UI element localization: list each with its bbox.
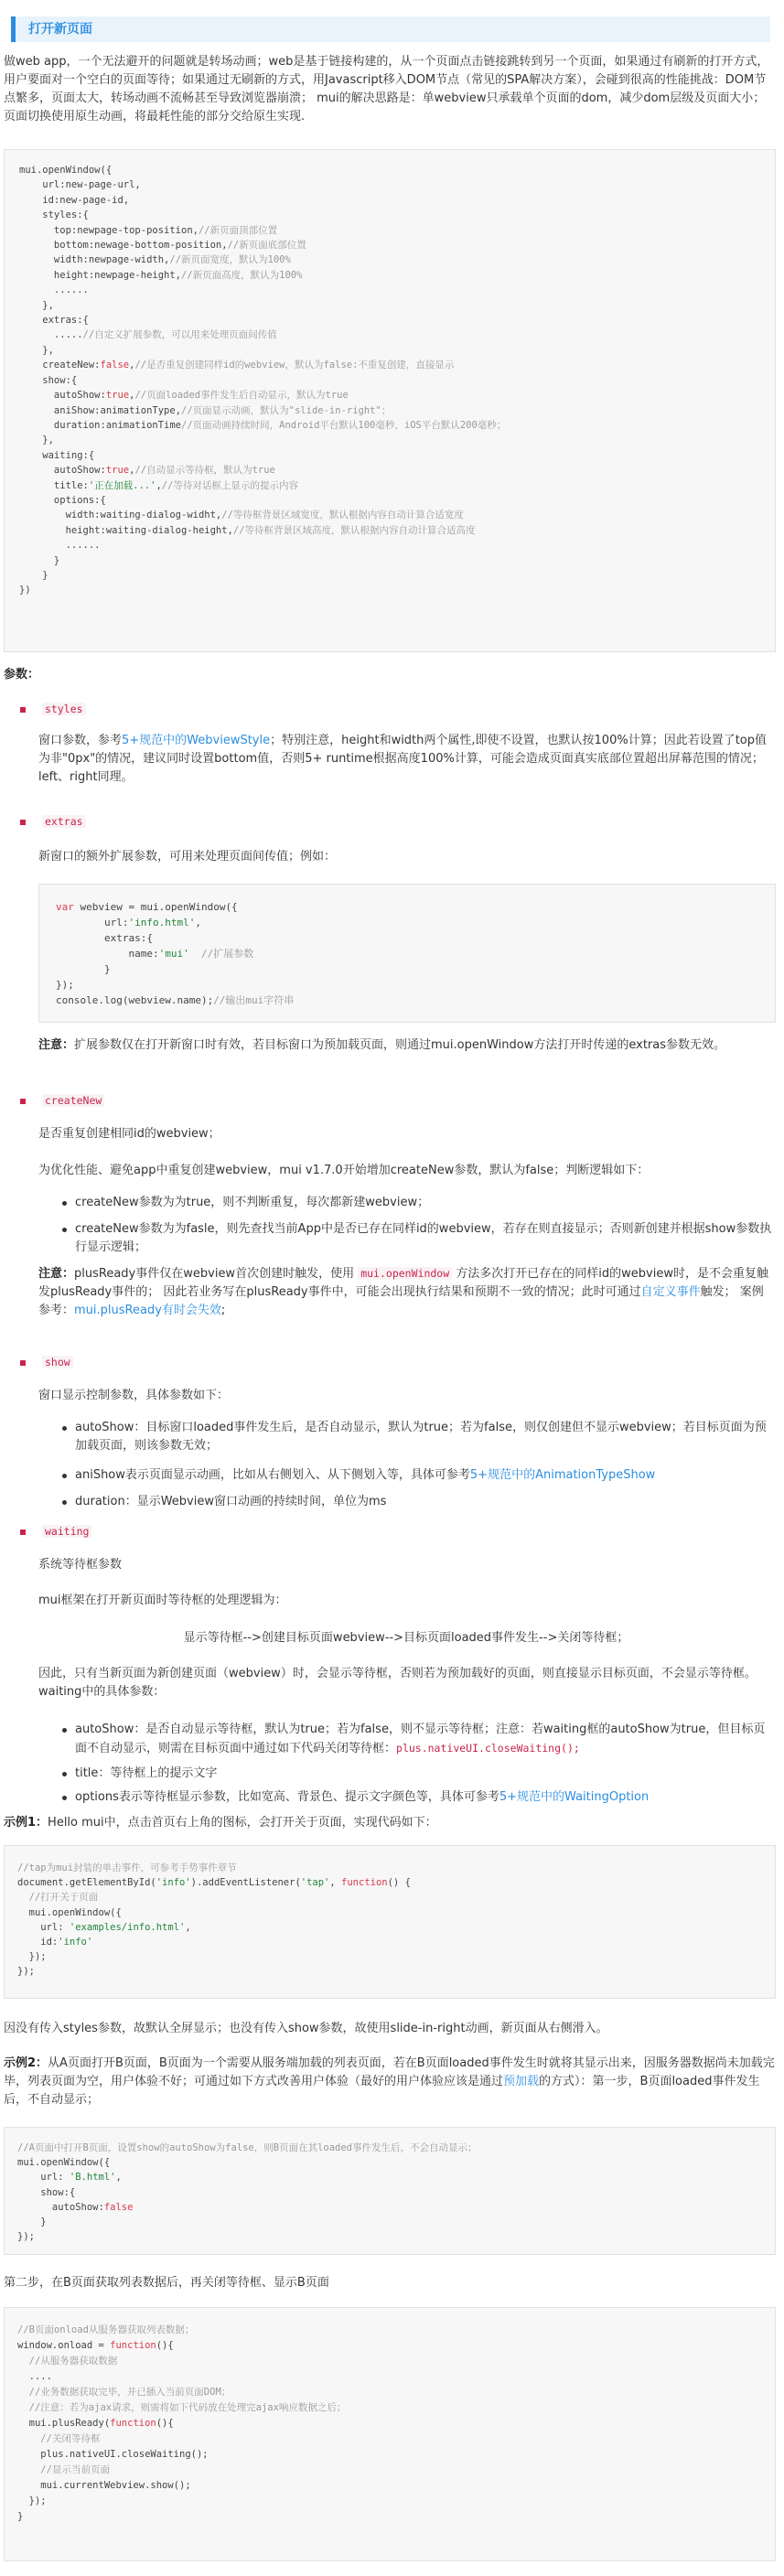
code-line: } <box>17 2511 24 2522</box>
createnew-item: createNew参数为为true，则不判断重复，每次都新建webview； <box>75 1196 430 1209</box>
example1-text <box>4 1814 776 1832</box>
param-name-show: show <box>42 1356 73 1368</box>
note-text: 触发； 案例参考： <box>38 1285 764 1317</box>
code-line: createNew:false,//是否重复创建同样id的webview，默认为false:不重复创建，直接显示 <box>19 360 455 371</box>
bullet-square <box>20 1099 26 1104</box>
waiting-description-3: 因此，只有当新页面为新创建页面（webview）时，会显示等待框，否则若为预加载好的页面，则直接显示目标页面，不会显示等待框。waiting中的具体参数： <box>38 1667 757 1699</box>
code-line: autoShow:false <box>17 2201 134 2213</box>
extras-note <box>38 1036 774 1055</box>
code-lines <box>19 163 760 598</box>
bullet-dot <box>62 1426 67 1431</box>
code-line: mui.openWindow({ <box>17 1906 122 1918</box>
code-line: } <box>56 963 111 975</box>
code-line: } <box>19 569 48 581</box>
note-text: plusReady事件仅在webview首次创建时触发，使用 <box>74 1267 359 1281</box>
code-line: //A页面中打开B页面，设置show的autoShow为false，则B页面在其loaded事件发生后，不会自动显示； <box>17 2142 478 2153</box>
code-line: } <box>19 554 60 566</box>
code-line: show:{ <box>19 374 78 386</box>
code-line: ...... <box>19 540 101 552</box>
show-item-text: aniShow表示页面显示动画，比如从右侧划入、从下侧划入等，具体可参考 <box>75 1468 470 1482</box>
waiting-flow: 显示等待框-->创建目标页面webview-->目标页面loaded事件发生-->关闭等待框； <box>183 1631 629 1645</box>
waiting-item-title: title：等待框上的提示文字 <box>75 1766 218 1780</box>
section-title-bar <box>11 16 770 42</box>
code-block-example1 <box>4 1845 776 1999</box>
code-line: //tap为mui封装的单击事件，可参考手势事件章节 <box>17 1862 237 1873</box>
code-line: }); <box>17 2231 35 2243</box>
code-line: autoShow:true,//自动显示等待框，默认为true <box>19 465 275 477</box>
code-line: mui.currentWebview.show(); <box>17 2480 191 2491</box>
inline-code: mui.openWindow <box>358 1267 452 1280</box>
plusready-case-link[interactable]: mui.plusReady有时会失效 <box>74 1304 221 1317</box>
example2-step2: 第二步，在B页面获取列表数据后，再关闭等待框、显示B页面 <box>4 2276 329 2290</box>
code-line: plus.nativeUI.closeWaiting(); <box>17 2449 209 2460</box>
code-line: ...... <box>19 284 89 296</box>
param-name-extras: extras <box>42 815 86 828</box>
code-line: extras:{ <box>56 932 153 944</box>
code-line: }, <box>19 344 54 356</box>
code-line: id:new-page-id, <box>19 194 130 206</box>
createnew-note <box>38 1264 774 1320</box>
intro-paragraph: 做web app，一个无法避开的问题就是转场动画；web是基于链接构建的，从一个页面点击链接跳转到另一个页面，如果通过有刷新的打开方式，用户要面对一个空白的页面等待；如果通过无刷新的方式，用Javascript移入DOM节点（常见的SPA解决方案），会碰到很高的性能挑战：DOM节点繁多，页面太大，转场动画不流畅甚至导致浏览器崩溃； mui的解决思路是：单webview只承载单个页面的dom，减少dom层级及页面大小；页面切换使用原生动画，将最耗性能的部分交给原生实现. <box>4 55 769 123</box>
code-line: //显示当前页面 <box>40 2464 110 2475</box>
example-text: 的方式）：第一步，B页面loaded事件发生后，不自动显示； <box>4 2075 760 2107</box>
code-block-openwindow <box>4 149 776 652</box>
code-line: height:newpage-height,//新页面高度，默认为100% <box>19 269 303 281</box>
bullet-dot <box>62 1474 67 1478</box>
code-lines <box>56 899 758 1008</box>
code-line: }); <box>17 1951 47 1963</box>
example-label: 示例1： <box>4 1816 48 1830</box>
code-line: title:'正在加载...',//等待对话框上显示的提示内容 <box>19 479 298 491</box>
code-line: extras:{ <box>19 315 89 327</box>
note-label: 注意： <box>38 1267 75 1281</box>
code-line: options:{ <box>19 494 106 506</box>
code-lines <box>17 2141 762 2244</box>
code-line: //B页面onload从服务器获取列表数据； <box>17 2324 195 2335</box>
code-line: waiting:{ <box>19 449 95 461</box>
custom-event-link[interactable]: 自定义事件 <box>640 1285 701 1299</box>
code-line: //注意：若为ajax请求，则需将如下代码放在处理完ajax响应数据之后； <box>28 2402 347 2413</box>
code-line: }, <box>19 435 54 446</box>
webviewstyle-link[interactable]: 5+规范中的WebviewStyle <box>122 734 271 747</box>
createnew-description-2: 为优化性能、避免app中重复创建webview，mui v1.7.0开始增加createNew参数，默认为false；判断逻辑如下： <box>38 1164 650 1177</box>
code-line: show:{ <box>17 2186 76 2198</box>
code-line: name:'mui' //扩展参数 <box>56 948 254 960</box>
waiting-item-autoshow <box>75 1721 774 1758</box>
show-item-duration: duration：显示Webview窗口动画的持续时间，单位为ms <box>75 1495 387 1508</box>
code-line: url:'info.html', <box>56 917 201 928</box>
example-text: 从A页面打开B页面，B页面为一个需要从服务端加载的列表页面，若在B页面loaded事件发生时就将其显示出来，因服务器数据尚未加载完毕，列表页面为空，用户体验不好；可通过如下方式改善用户体验（最好的用户体验应该是通过 <box>4 2056 775 2088</box>
code-line: aniShow:animationType,//页面显示动画，默认为"slide-in-right"； <box>19 404 392 416</box>
note-label: 注意： <box>38 1038 75 1052</box>
waiting-item-options <box>75 1788 774 1807</box>
bullet-dot <box>62 1728 67 1733</box>
code-line: //从服务器获取数据 <box>28 2356 118 2367</box>
code-line: top:newpage-top-position,//新页面顶部位置 <box>19 224 278 236</box>
code-line: }, <box>19 299 54 311</box>
bullet-dot <box>62 1500 67 1505</box>
params-label: 参数： <box>4 668 40 682</box>
code-block-extras <box>38 884 776 1023</box>
extras-description: 新窗口的额外扩展参数，可用来处理页面间传值；例如： <box>38 850 337 864</box>
note-text: 方法多次打开已存在的同样id的webview时，是不会重复触发plusReady事件的； 因此若业务写在plusReady事件中，可能会出现执行结果和预期不一致的情况；此时可通过 <box>38 1267 768 1299</box>
example1-after: 因没有传入styles参数，故默认全屏显示；也没有传入show参数，故使用slide-in-right动画，新页面从右侧滑入。 <box>4 2022 608 2035</box>
code-line: width:newpage-width,//新页面宽度，默认为100% <box>19 254 291 266</box>
code-block-example2-step1 <box>4 2127 776 2255</box>
createnew-description: 是否重复创建相同id的webview； <box>38 1127 220 1141</box>
code-line: }); <box>17 1966 35 1978</box>
bullet-square <box>20 820 26 825</box>
waiting-description: 系统等待框参数 <box>38 1558 123 1572</box>
code-lines <box>17 1861 762 1980</box>
note-text: ; <box>220 1304 226 1317</box>
show-item-autoshow: autoShow：目标窗口loaded事件发生后，是否自动显示，默认为true；若为false，则仅创建但不显示webview；若目标页面为预加载页面，则该参数无效； <box>75 1421 767 1453</box>
param-name-createnew: createNew <box>42 1094 104 1107</box>
waitingoption-link[interactable]: 5+规范中的WaitingOption <box>499 1790 650 1804</box>
param-name-waiting: waiting <box>42 1525 91 1538</box>
code-line: .... <box>17 2371 52 2382</box>
code-line: url: 'examples/info.html', <box>17 1921 191 1933</box>
bullet-dot <box>62 1796 67 1800</box>
code-line: .....//自定义扩展参数，可以用来处理页面间传值 <box>19 329 277 341</box>
code-line: }) <box>19 585 31 596</box>
code-line: mui.plusReady(function(){ <box>17 2418 174 2429</box>
waiting-item-text: options表示等待框显示参数，比如宽高、背景色、提示文字颜色等，具体可参考 <box>75 1790 499 1804</box>
example-text: Hello mui中，点击首页右上角的图标，会打开关于页面，实现代码如下： <box>48 1816 437 1830</box>
waiting-description-2: mui框架在打开新页面时等待框的处理逻辑为： <box>38 1594 287 1607</box>
code-line: document.getElementById('info').addEventListener('tap', function() { <box>17 1877 411 1889</box>
code-block-example2-step2 <box>4 2307 776 2561</box>
code-line: }); <box>56 979 74 991</box>
code-line: bottom:newage-bottom-position,//新页面底部位置 <box>19 240 306 252</box>
code-line: mui.openWindow({ <box>19 165 113 176</box>
code-line: height:waiting-dialog-height,//等待框背景区域高度，默认根据内容自动计算合适高度 <box>19 524 476 536</box>
bullet-dot <box>62 1201 67 1206</box>
code-line: duration:animationTime//页面动画持续时间，Android平台默认100毫秒，iOS平台默认200毫秒； <box>19 419 507 431</box>
bullet-square <box>20 1530 26 1535</box>
bullet-dot <box>62 1772 67 1776</box>
extras-note-text: 扩展参数仅在打开新窗口时有效，若目标窗口为预加载页面，则通过mui.openWindow方法打开时传递的extras参数无效。 <box>74 1038 726 1052</box>
section-title: 打开新页面 <box>28 22 92 37</box>
styles-desc-text-2: ；特别注意，height和width两个属性,即使不设置，也默认按100%计算；因此若设置了top值为非"0px"的情况，建议同时设置bottom值，否则5+ runtime根据高度100%计算，可能会造成页面真实底部位置超出屏幕范围的情况；left、right同理。 <box>38 734 767 784</box>
code-line: url:new-page-url, <box>19 179 141 191</box>
code-line: id:'info' <box>17 1937 93 1948</box>
show-description: 窗口显示控制参数，具体参数如下： <box>38 1389 230 1402</box>
bullet-square <box>20 707 26 713</box>
example-label: 示例2： <box>4 2056 48 2070</box>
code-line: mui.openWindow({ <box>17 2157 111 2169</box>
example2-text <box>4 2055 776 2109</box>
code-line: var webview = mui.openWindow({ <box>56 901 238 913</box>
styles-desc-text: 窗口参数，参考 <box>38 734 123 747</box>
waiting-item-text: autoShow：是否自动显示等待框，默认为true；若为false，则不显示等待框；注意：若waiting框的autoShow为true，但目标页面不自动显示，则需在目标页面中通过如下代码关闭等待框： <box>75 1723 766 1755</box>
preload-link[interactable]: 预加载 <box>503 2075 540 2088</box>
code-line: styles:{ <box>19 209 89 221</box>
inline-code: plus.nativeUI.closeWaiting(); <box>396 1742 580 1755</box>
bullet-dot <box>62 1228 67 1232</box>
param-name-styles: styles <box>42 703 86 715</box>
code-line: } <box>17 2216 47 2228</box>
animationtypeshow-link[interactable]: 5+规范中的AnimationTypeShow <box>469 1468 656 1482</box>
bullet-square <box>20 1360 26 1366</box>
styles-description <box>38 732 772 787</box>
code-lines <box>17 2323 762 2525</box>
code-line: url: 'B.html', <box>17 2172 122 2184</box>
code-line: console.log(webview.name);//输出mui字符串 <box>56 994 295 1006</box>
code-line: autoShow:true,//页面loaded事件发生后自动显示，默认为true <box>19 390 349 402</box>
code-line: width:waiting-dialog-widht,//等待框背景区域宽度，默认根据内容自动计算合适宽度 <box>19 510 464 521</box>
createnew-item: createNew参数为为fasle，则先查找当前App中是否已存在同样id的webview，若存在则直接显示；否则新创建并根据show参数执行显示逻辑； <box>75 1222 772 1254</box>
code-line: //关闭等待框 <box>40 2433 101 2444</box>
code-line: window.onload = function(){ <box>17 2340 174 2351</box>
show-item-anishow <box>75 1466 774 1485</box>
code-line: }); <box>17 2496 47 2506</box>
code-line: //业务数据获取完毕，并已插入当前页面DOM； <box>28 2387 231 2398</box>
code-line: //打开关于页面 <box>28 1892 99 1904</box>
